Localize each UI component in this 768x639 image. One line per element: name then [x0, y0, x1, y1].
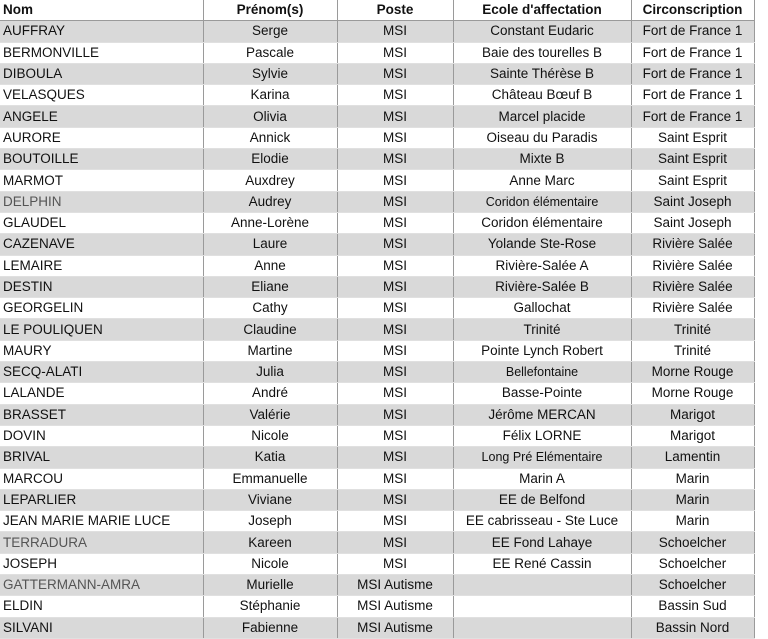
cell-poste: MSI — [337, 63, 453, 84]
cell-nom: BRASSET — [0, 404, 203, 425]
cell-poste: MSI — [337, 532, 453, 553]
cell-poste: MSI — [337, 404, 453, 425]
cell-poste: MSI — [337, 489, 453, 510]
cell-prenom: Sylvie — [203, 63, 337, 84]
cell-circonscription: Fort de France 1 — [631, 106, 754, 127]
cell-ecole: Félix LORNE — [453, 425, 631, 446]
cell-prenom: Laure — [203, 234, 337, 255]
table-row — [0, 319, 754, 340]
cell-circonscription: Fort de France 1 — [631, 42, 754, 63]
cell-nom: VELASQUES — [0, 85, 203, 106]
cell-poste: MSI — [337, 212, 453, 233]
cell-prenom: Emmanuelle — [203, 468, 337, 489]
cell-ecole: EE René Cassin — [453, 553, 631, 574]
cell-prenom: Nicole — [203, 425, 337, 446]
cell-nom: LEMAIRE — [0, 255, 203, 276]
cell-nom: TERRADURA — [0, 532, 203, 553]
cell-poste: MSI — [337, 425, 453, 446]
cell-prenom: Eliane — [203, 276, 337, 297]
cell-prenom: Valérie — [203, 404, 337, 425]
cell-ecole: Rivière-Salée A — [453, 255, 631, 276]
cell-circonscription: Marigot — [631, 425, 754, 446]
cell-circonscription: Rivière Salée — [631, 255, 754, 276]
cell-nom: MARCOU — [0, 468, 203, 489]
cell-prenom: Joseph — [203, 511, 337, 532]
cell-poste: MSI — [337, 191, 453, 212]
cell-nom: BERMONVILLE — [0, 42, 203, 63]
cell-prenom: Karina — [203, 85, 337, 106]
cell-prenom: Nicole — [203, 553, 337, 574]
cell-circonscription: Marin — [631, 468, 754, 489]
cell-circonscription: Trinité — [631, 340, 754, 361]
cell-ecole — [453, 596, 631, 617]
cell-circonscription: Marin — [631, 489, 754, 510]
cell-prenom: Anne-Lorène — [203, 212, 337, 233]
cell-ecole: Coridon élémentaire — [453, 191, 631, 212]
table-row — [0, 149, 754, 170]
cell-prenom: Olivia — [203, 106, 337, 127]
cell-poste: MSI — [337, 255, 453, 276]
cell-ecole: Bellefontaine — [453, 362, 631, 383]
header-circonscription: Circonscription — [631, 0, 754, 21]
cell-circonscription: Rivière Salée — [631, 298, 754, 319]
table-row — [0, 425, 754, 446]
cell-ecole: Gallochat — [453, 298, 631, 319]
cell-nom: SILVANI — [0, 617, 203, 638]
cell-poste: MSI — [337, 42, 453, 63]
table-row — [0, 85, 754, 106]
cell-poste: MSI Autisme — [337, 596, 453, 617]
cell-nom: AURORE — [0, 127, 203, 148]
table-row — [0, 276, 754, 297]
cell-circonscription: Saint Joseph — [631, 212, 754, 233]
table-row — [0, 468, 754, 489]
cell-ecole: EE Fond Lahaye — [453, 532, 631, 553]
table-row — [0, 42, 754, 63]
table-row — [0, 191, 754, 212]
table-row — [0, 234, 754, 255]
cell-ecole: Anne Marc — [453, 170, 631, 191]
cell-prenom: Julia — [203, 362, 337, 383]
cell-circonscription: Fort de France 1 — [631, 85, 754, 106]
table-row — [0, 553, 754, 574]
cell-circonscription: Schoelcher — [631, 553, 754, 574]
cell-circonscription: Lamentin — [631, 447, 754, 468]
cell-prenom: Cathy — [203, 298, 337, 319]
cell-prenom: Pascale — [203, 42, 337, 63]
cell-ecole: Constant Eudaric — [453, 21, 631, 42]
cell-circonscription: Fort de France 1 — [631, 21, 754, 42]
table-row — [0, 212, 754, 233]
table-row — [0, 255, 754, 276]
cell-circonscription: Rivière Salée — [631, 276, 754, 297]
table-row — [0, 63, 754, 84]
table-row — [0, 575, 754, 596]
cell-ecole: Baie des tourelles B — [453, 42, 631, 63]
cell-prenom: Elodie — [203, 149, 337, 170]
cell-nom: LALANDE — [0, 383, 203, 404]
cell-nom: LEPARLIER — [0, 489, 203, 510]
cell-ecole: Trinité — [453, 319, 631, 340]
cell-poste: MSI — [337, 383, 453, 404]
cell-poste: MSI Autisme — [337, 617, 453, 638]
cell-ecole: Marcel placide — [453, 106, 631, 127]
cell-nom: MARMOT — [0, 170, 203, 191]
cell-nom: JEAN MARIE MARIE LUCE — [0, 511, 203, 532]
cell-nom: MAURY — [0, 340, 203, 361]
cell-ecole: Rivière-Salée B — [453, 276, 631, 297]
cell-poste: MSI — [337, 340, 453, 361]
cell-nom: DIBOULA — [0, 63, 203, 84]
cell-circonscription: Bassin Nord — [631, 617, 754, 638]
header-prenom: Prénom(s) — [203, 0, 337, 21]
cell-poste: MSI — [337, 234, 453, 255]
table-row — [0, 447, 754, 468]
cell-nom: DELPHIN — [0, 191, 203, 212]
table-header — [0, 0, 754, 21]
cell-ecole: EE cabrisseau - Ste Luce — [453, 511, 631, 532]
cell-poste: MSI Autisme — [337, 575, 453, 596]
cell-nom: DESTIN — [0, 276, 203, 297]
cell-nom: GATTERMANN-AMRA — [0, 575, 203, 596]
table-row — [0, 21, 754, 42]
cell-ecole — [453, 617, 631, 638]
cell-ecole: Château Bœuf B — [453, 85, 631, 106]
cell-nom: BOUTOILLE — [0, 149, 203, 170]
cell-prenom: Annick — [203, 127, 337, 148]
cell-circonscription: Morne Rouge — [631, 383, 754, 404]
cell-poste: MSI — [337, 553, 453, 574]
cell-prenom: Murielle — [203, 575, 337, 596]
table-row — [0, 340, 754, 361]
table-row — [0, 511, 754, 532]
cell-circonscription: Marigot — [631, 404, 754, 425]
cell-nom: BRIVAL — [0, 447, 203, 468]
cell-prenom: Audrey — [203, 191, 337, 212]
cell-poste: MSI — [337, 170, 453, 191]
table-body — [0, 21, 754, 639]
cell-poste: MSI — [337, 362, 453, 383]
cell-circonscription: Bassin Sud — [631, 596, 754, 617]
cell-prenom: Claudine — [203, 319, 337, 340]
cell-poste: MSI — [337, 149, 453, 170]
cell-circonscription: Trinité — [631, 319, 754, 340]
cell-poste: MSI — [337, 447, 453, 468]
cell-ecole: EE de Belfond — [453, 489, 631, 510]
cell-prenom: Serge — [203, 21, 337, 42]
cell-nom: ELDIN — [0, 596, 203, 617]
table-row — [0, 617, 754, 638]
cell-circonscription: Marin — [631, 511, 754, 532]
cell-ecole: Pointe Lynch Robert — [453, 340, 631, 361]
cell-ecole — [453, 575, 631, 596]
cell-poste: MSI — [337, 106, 453, 127]
cell-nom: SECQ-ALATI — [0, 362, 203, 383]
cell-circonscription: Saint Esprit — [631, 170, 754, 191]
cell-prenom: Viviane — [203, 489, 337, 510]
table-row — [0, 596, 754, 617]
table-row — [0, 362, 754, 383]
cell-prenom: Stéphanie — [203, 596, 337, 617]
header-poste: Poste — [337, 0, 453, 21]
cell-nom: CAZENAVE — [0, 234, 203, 255]
cell-poste: MSI — [337, 276, 453, 297]
cell-ecole: Long Pré Elémentaire — [453, 447, 631, 468]
cell-poste: MSI — [337, 468, 453, 489]
header-ecole: Ecole d'affectation — [453, 0, 631, 21]
cell-ecole: Marin A — [453, 468, 631, 489]
cell-prenom: Anne — [203, 255, 337, 276]
cell-circonscription: Fort de France 1 — [631, 63, 754, 84]
cell-prenom: Martine — [203, 340, 337, 361]
cell-nom: DOVIN — [0, 425, 203, 446]
cell-nom: ANGELE — [0, 106, 203, 127]
cell-nom: JOSEPH — [0, 553, 203, 574]
cell-prenom: Auxdrey — [203, 170, 337, 191]
cell-ecole: Sainte Thérèse B — [453, 63, 631, 84]
header-nom: Nom — [0, 0, 203, 21]
cell-ecole: Mixte B — [453, 149, 631, 170]
cell-nom: GLAUDEL — [0, 212, 203, 233]
cell-nom: LE POULIQUEN — [0, 319, 203, 340]
cell-ecole: Yolande Ste-Rose — [453, 234, 631, 255]
cell-nom: GEORGELIN — [0, 298, 203, 319]
table-row — [0, 298, 754, 319]
cell-ecole: Jérôme MERCAN — [453, 404, 631, 425]
cell-poste: MSI — [337, 319, 453, 340]
cell-poste: MSI — [337, 21, 453, 42]
cell-circonscription: Schoelcher — [631, 575, 754, 596]
table-row — [0, 127, 754, 148]
cell-poste: MSI — [337, 127, 453, 148]
cell-circonscription: Rivière Salée — [631, 234, 754, 255]
cell-prenom: Kareen — [203, 532, 337, 553]
cell-poste: MSI — [337, 85, 453, 106]
cell-prenom: Fabienne — [203, 617, 337, 638]
cell-circonscription: Saint Esprit — [631, 127, 754, 148]
cell-circonscription: Schoelcher — [631, 532, 754, 553]
table-row — [0, 532, 754, 553]
table-row — [0, 404, 754, 425]
cell-circonscription: Saint Esprit — [631, 149, 754, 170]
table-row — [0, 383, 754, 404]
table-row — [0, 489, 754, 510]
cell-poste: MSI — [337, 511, 453, 532]
cell-prenom: André — [203, 383, 337, 404]
header-row — [0, 0, 754, 21]
cell-circonscription: Saint Joseph — [631, 191, 754, 212]
cell-circonscription: Morne Rouge — [631, 362, 754, 383]
cell-poste: MSI — [337, 298, 453, 319]
table-row — [0, 170, 754, 191]
cell-nom: AUFFRAY — [0, 21, 203, 42]
table-row — [0, 106, 754, 127]
cell-ecole: Basse-Pointe — [453, 383, 631, 404]
cell-ecole: Coridon élémentaire — [453, 212, 631, 233]
cell-prenom: Katia — [203, 447, 337, 468]
cell-ecole: Oiseau du Paradis — [453, 127, 631, 148]
